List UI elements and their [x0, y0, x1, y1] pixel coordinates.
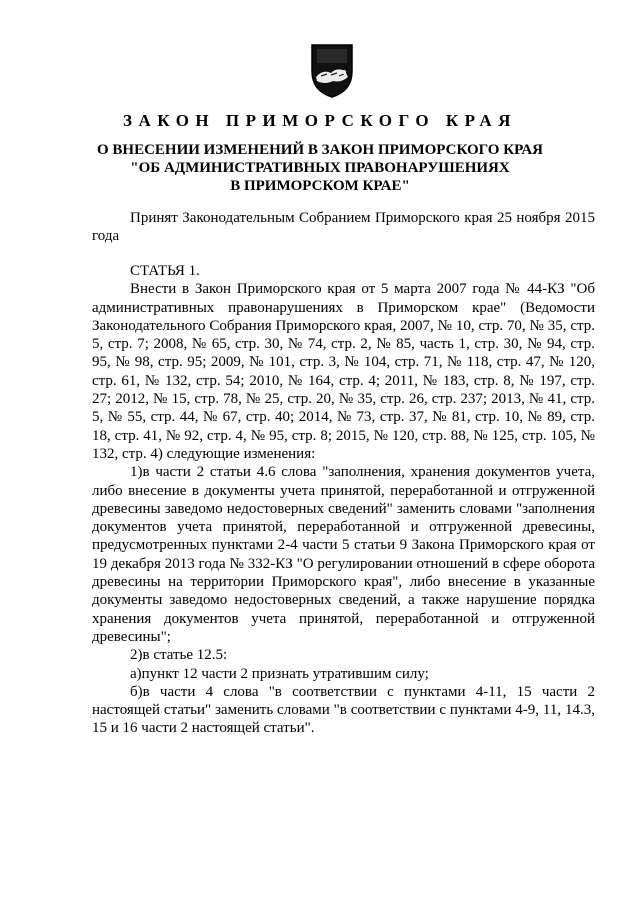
article-intro: Внести в Закон Приморского края от 5 марта 2007 года № 44-КЗ "Об административных правонарушениях в Приморском крае" (Ведомости Законодательного Собрания Приморского края, 2007, № 10, стр. 70, № 35, стр. 5, стр. 7; 2008, № 65, стр. 30, № 74, стр. 2, № 85, часть 1, стр. 30, № 94, стр. 95, № 98, стр. 95; 2009, № 101, стр. 3, № 104, стр. 71, № 118, стр. 47, № 120, стр. 61, № 132, стр. 54; 2010, № 164, стр. 4; 2011, № 183, стр. 8, № 197, стр. 27; 2012, № 15, стр. 78, № 25, стр. 20, № 35, стр. 26, стр. 237; 2013, № 41, стр. 5, № 55, стр. 44, № 67, стр. 40; 2014, № 73, стр. 37, № 81, стр. 10, № 89, стр. 18, стр. 41, № 92, стр. 4, № 95, стр. 8; 2015, № 120, стр. 88, № 125, стр. 105, № 132, стр. 4) следующие изменения:	[92, 281, 595, 462]
amendment-item-1: 1)в части 2 статьи 4.6 слова "заполнения, хранения документов учета, либо внесение в документы учета принятой, переработанной и отгруженной древесины заведомо недостоверных сведений" заменить словами "заполнения документов учета принятой, переработанной и отгруженной древесины, предусмотренных пунктами 2-4 части 5 статьи 9 Закона Приморского края от 19 декабря 2013 года № 332-КЗ "О регулировании отношений в сфере оборота древесины на территории Приморского края", либо внесение в указанные документы заведомо недостоверных сведений, а также нарушение порядка хранения документов учета принятой, переработанной и отгруженной древесины";	[92, 464, 595, 645]
subtitle-line: "ОБ АДМИНИСТРАТИВНЫХ ПРАВОНАРУШЕНИЯХ	[130, 160, 510, 176]
subtitle-line: В ПРИМОРСКОМ КРАЕ"	[230, 178, 410, 194]
article-body	[92, 262, 595, 738]
amendment-item-2b: б)в части 4 слова "в соответствии с пунктами 4-11, 15 части 2 настоящей статьи" заменить словами "в соответствии с пунктами 4-9, 11, 14.3, 15 и 16 части 2 настоящей статьи".	[92, 683, 595, 737]
law-subtitle	[0, 141, 640, 195]
amendment-item-2a: а)пункт 12 части 2 признать утратившим силу;	[130, 665, 429, 682]
law-title: ЗАКОН ПРИМОРСКОГО КРАЯ	[123, 111, 517, 130]
coat-of-arms-icon	[307, 41, 357, 99]
article-heading: СТАТЬЯ 1.	[130, 263, 200, 279]
adoption-block	[92, 209, 595, 246]
subtitle-line: О ВНЕСЕНИИ ИЗМЕНЕНИЙ В ЗАКОН ПРИМОРСКОГО КРАЯ	[97, 142, 543, 158]
adoption-note: Принят Законодательным Собранием Приморского края 25 ноября 2015 года	[92, 210, 595, 245]
amendment-item-2: 2)в статье 12.5:	[130, 647, 228, 664]
